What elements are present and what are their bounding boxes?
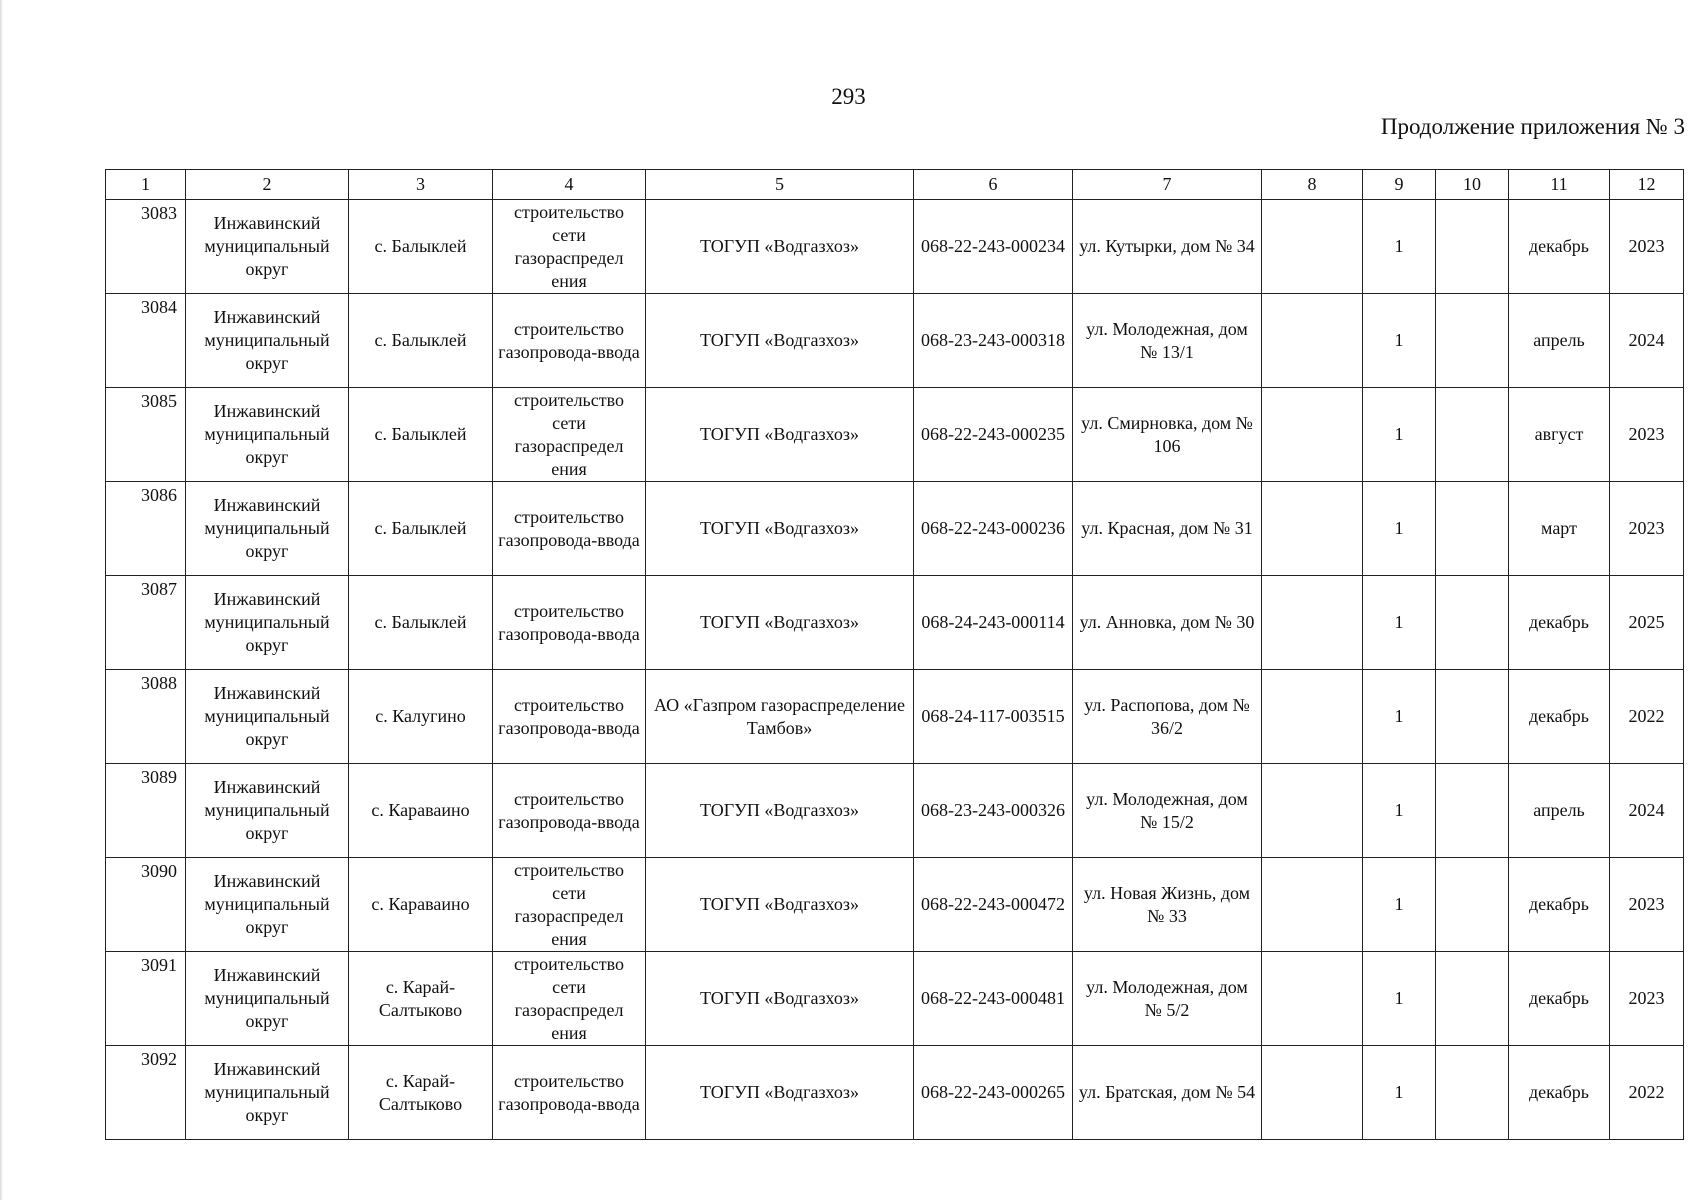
work-type-cell: строительство газопровода-ввода [493, 670, 646, 764]
year-cell: 2023 [1610, 858, 1684, 952]
row-number-cell: 3083 [106, 200, 186, 294]
registration-number-cell: 068-22-243-000234 [914, 200, 1073, 294]
table-row [106, 670, 1684, 764]
row-number-cell: 3092 [106, 1046, 186, 1140]
registration-number-cell: 068-22-243-000236 [914, 482, 1073, 576]
column-8-cell [1262, 200, 1363, 294]
column-10-cell [1436, 200, 1509, 294]
address-cell: ул. Новая Жизнь, дом № 33 [1073, 858, 1262, 952]
month-cell: декабрь [1509, 858, 1610, 952]
work-type-cell: строительство газопровода-ввода [493, 764, 646, 858]
year-cell: 2024 [1610, 294, 1684, 388]
settlement-cell: с. Калугино [349, 670, 493, 764]
settlement-cell: с. Балыклей [349, 388, 493, 482]
table-row [106, 764, 1684, 858]
organization-cell: ТОГУП «Водгазхоз» [646, 294, 914, 388]
year-cell: 2023 [1610, 952, 1684, 1046]
organization-cell: ТОГУП «Водгазхоз» [646, 952, 914, 1046]
column-header: 7 [1073, 170, 1262, 200]
column-header: 3 [349, 170, 493, 200]
settlement-cell: с. Караваино [349, 764, 493, 858]
registration-number-cell: 068-22-243-000265 [914, 1046, 1073, 1140]
column-header: 8 [1262, 170, 1363, 200]
column-10-cell [1436, 482, 1509, 576]
municipality-cell: Инжавинский муниципальный округ [186, 764, 349, 858]
organization-cell: ТОГУП «Водгазхоз» [646, 482, 914, 576]
settlement-cell: с. Караваино [349, 858, 493, 952]
registration-number-cell: 068-22-243-000472 [914, 858, 1073, 952]
municipality-cell: Инжавинский муниципальный округ [186, 200, 349, 294]
quantity-cell: 1 [1363, 670, 1436, 764]
work-type-cell: строительство сети газораспредел ения [493, 388, 646, 482]
year-cell: 2022 [1610, 670, 1684, 764]
table-row [106, 482, 1684, 576]
column-8-cell [1262, 482, 1363, 576]
registration-number-cell: 068-22-243-000481 [914, 952, 1073, 1046]
row-number-cell: 3085 [106, 388, 186, 482]
column-header: 10 [1436, 170, 1509, 200]
municipality-cell: Инжавинский муниципальный округ [186, 670, 349, 764]
row-number-cell: 3087 [106, 576, 186, 670]
quantity-cell: 1 [1363, 1046, 1436, 1140]
appendix-continuation-label: Продолжение приложения № 3 [1380, 114, 1685, 139]
organization-cell: ТОГУП «Водгазхоз» [646, 858, 914, 952]
column-10-cell [1436, 858, 1509, 952]
column-header: 4 [493, 170, 646, 200]
page-number: 293 [831, 84, 866, 109]
work-type-cell: строительство газопровода-ввода [493, 482, 646, 576]
municipality-cell: Инжавинский муниципальный округ [186, 482, 349, 576]
quantity-cell: 1 [1363, 764, 1436, 858]
year-cell: 2022 [1610, 1046, 1684, 1140]
work-type-cell: строительство сети газораспредел ения [493, 858, 646, 952]
column-8-cell [1262, 764, 1363, 858]
municipality-cell: Инжавинский муниципальный округ [186, 858, 349, 952]
quantity-cell: 1 [1363, 482, 1436, 576]
municipality-cell: Инжавинский муниципальный округ [186, 952, 349, 1046]
column-10-cell [1436, 764, 1509, 858]
column-10-cell [1436, 576, 1509, 670]
column-10-cell [1436, 388, 1509, 482]
month-cell: апрель [1509, 294, 1610, 388]
address-cell: ул. Красная, дом № 31 [1073, 482, 1262, 576]
quantity-cell: 1 [1363, 576, 1436, 670]
organization-cell: ТОГУП «Водгазхоз» [646, 1046, 914, 1140]
row-number-cell: 3091 [106, 952, 186, 1046]
address-cell: ул. Молодежная, дом № 5/2 [1073, 952, 1262, 1046]
organization-cell: АО «Газпром газораспределение Тамбов» [646, 670, 914, 764]
column-8-cell [1262, 576, 1363, 670]
month-cell: март [1509, 482, 1610, 576]
quantity-cell: 1 [1363, 858, 1436, 952]
address-cell: ул. Молодежная, дом № 13/1 [1073, 294, 1262, 388]
column-8-cell [1262, 670, 1363, 764]
row-number-cell: 3088 [106, 670, 186, 764]
month-cell: апрель [1509, 764, 1610, 858]
quantity-cell: 1 [1363, 388, 1436, 482]
month-cell: декабрь [1509, 1046, 1610, 1140]
table-row [106, 294, 1684, 388]
organization-cell: ТОГУП «Водгазхоз» [646, 576, 914, 670]
month-cell: декабрь [1509, 670, 1610, 764]
municipality-cell: Инжавинский муниципальный округ [186, 388, 349, 482]
column-header: 5 [646, 170, 914, 200]
quantity-cell: 1 [1363, 200, 1436, 294]
table-row [106, 858, 1684, 952]
work-type-cell: строительство сети газораспредел ения [493, 952, 646, 1046]
header-row [106, 170, 1684, 200]
work-type-cell: строительство газопровода-ввода [493, 294, 646, 388]
column-header: 1 [106, 170, 186, 200]
address-cell: ул. Молодежная, дом № 15/2 [1073, 764, 1262, 858]
column-header: 11 [1509, 170, 1610, 200]
scan-edge [0, 0, 3, 1200]
column-10-cell [1436, 670, 1509, 764]
registry-table [105, 169, 1684, 1140]
column-8-cell [1262, 388, 1363, 482]
address-cell: ул. Кутырки, дом № 34 [1073, 200, 1262, 294]
registration-number-cell: 068-22-243-000235 [914, 388, 1073, 482]
settlement-cell: с. Балыклей [349, 576, 493, 670]
table-row [106, 388, 1684, 482]
table-body [106, 200, 1684, 1140]
table-row [106, 952, 1684, 1046]
row-number-cell: 3084 [106, 294, 186, 388]
registration-number-cell: 068-24-117-003515 [914, 670, 1073, 764]
registration-number-cell: 068-24-243-000114 [914, 576, 1073, 670]
table-row [106, 576, 1684, 670]
organization-cell: ТОГУП «Водгазхоз» [646, 764, 914, 858]
year-cell: 2024 [1610, 764, 1684, 858]
work-type-cell: строительство газопровода-ввода [493, 1046, 646, 1140]
settlement-cell: с. Балыклей [349, 482, 493, 576]
municipality-cell: Инжавинский муниципальный округ [186, 1046, 349, 1140]
quantity-cell: 1 [1363, 294, 1436, 388]
address-cell: ул. Братская, дом № 54 [1073, 1046, 1262, 1140]
column-8-cell [1262, 294, 1363, 388]
work-type-cell: строительство сети газораспредел ения [493, 200, 646, 294]
row-number-cell: 3089 [106, 764, 186, 858]
row-number-cell: 3086 [106, 482, 186, 576]
row-number-cell: 3090 [106, 858, 186, 952]
year-cell: 2023 [1610, 200, 1684, 294]
municipality-cell: Инжавинский муниципальный округ [186, 576, 349, 670]
address-cell: ул. Анновка, дом № 30 [1073, 576, 1262, 670]
year-cell: 2023 [1610, 482, 1684, 576]
column-10-cell [1436, 952, 1509, 1046]
table-row [106, 1046, 1684, 1140]
settlement-cell: с. Карай-Салтыково [349, 952, 493, 1046]
month-cell: август [1509, 388, 1610, 482]
address-cell: ул. Смирновка, дом № 106 [1073, 388, 1262, 482]
column-8-cell [1262, 1046, 1363, 1140]
work-type-cell: строительство газопровода-ввода [493, 576, 646, 670]
column-header: 12 [1610, 170, 1684, 200]
month-cell: декабрь [1509, 200, 1610, 294]
month-cell: декабрь [1509, 952, 1610, 1046]
column-header: 6 [914, 170, 1073, 200]
column-10-cell [1436, 294, 1509, 388]
column-10-cell [1436, 1046, 1509, 1140]
registration-number-cell: 068-23-243-000326 [914, 764, 1073, 858]
column-8-cell [1262, 952, 1363, 1046]
column-header: 2 [186, 170, 349, 200]
month-cell: декабрь [1509, 576, 1610, 670]
table-row [106, 200, 1684, 294]
municipality-cell: Инжавинский муниципальный округ [186, 294, 349, 388]
settlement-cell: с. Балыклей [349, 200, 493, 294]
address-cell: ул. Распопова, дом № 36/2 [1073, 670, 1262, 764]
column-8-cell [1262, 858, 1363, 952]
settlement-cell: с. Балыклей [349, 294, 493, 388]
registration-number-cell: 068-23-243-000318 [914, 294, 1073, 388]
organization-cell: ТОГУП «Водгазхоз» [646, 200, 914, 294]
year-cell: 2025 [1610, 576, 1684, 670]
organization-cell: ТОГУП «Водгазхоз» [646, 388, 914, 482]
quantity-cell: 1 [1363, 952, 1436, 1046]
column-header: 9 [1363, 170, 1436, 200]
settlement-cell: с. Карай-Салтыково [349, 1046, 493, 1140]
year-cell: 2023 [1610, 388, 1684, 482]
